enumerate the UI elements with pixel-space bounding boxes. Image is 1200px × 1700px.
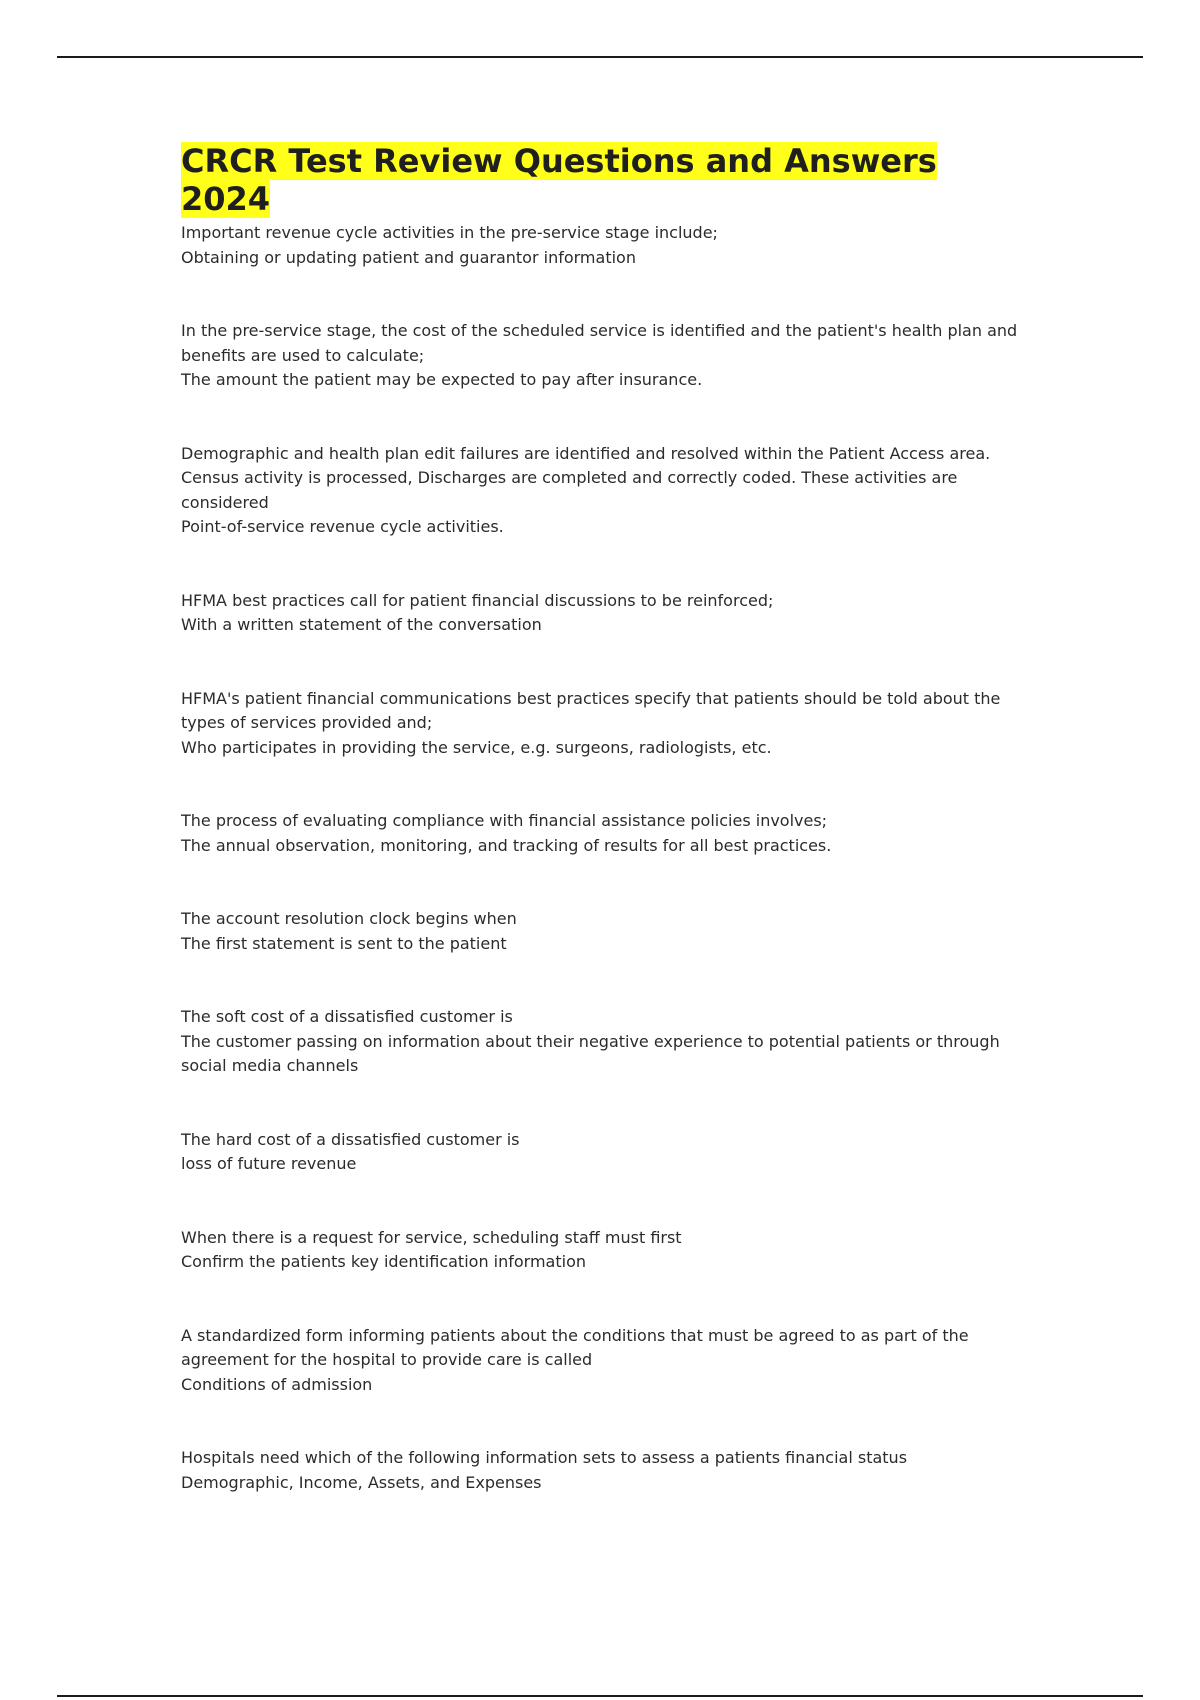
qa-item	[181, 907, 1031, 956]
question-text: When there is a request for service, scheduling staff must first	[181, 1227, 682, 1247]
question-text: Hospitals need which of the following information sets to assess a patients financial status	[181, 1448, 908, 1467]
question-text: Important revenue cycle activities in the pre-service stage include;	[181, 223, 718, 242]
question-text: A standardized form informing patients about the conditions that must be agreed to as part of the agreement for the hospital to provide care is called	[181, 1325, 969, 1369]
top-rule	[57, 56, 1143, 58]
qa-item	[181, 809, 1031, 858]
answer-text: Conditions of admission	[181, 1374, 373, 1394]
question-text: The account resolution clock begins when	[181, 909, 517, 928]
qa-item	[181, 442, 1031, 540]
qa-item	[181, 1226, 1031, 1275]
answer-text: The annual observation, monitoring, and tracking of results for all best practices.	[181, 835, 832, 855]
qa-list	[181, 221, 1031, 1495]
bottom-rule	[57, 1695, 1143, 1697]
qa-item	[181, 1005, 1031, 1079]
question-text: HFMA best practices call for patient financial discussions to be reinforced;	[181, 590, 774, 610]
title-line-2: 2024	[181, 180, 271, 218]
answer-text: The customer passing on information about their negative experience to potential patients or through social media channels	[181, 1031, 1000, 1075]
answer-text: Point-of-service revenue cycle activities.	[181, 517, 504, 536]
question-text: Demographic and health plan edit failures are identified and resolved within the Patient Access area. Census activity is processed, Discharges are completed and correctly coded. These activities are considered	[181, 443, 991, 512]
answer-text: Who participates in providing the service, e.g. surgeons, radiologists, etc.	[181, 737, 772, 757]
answer-text: loss of future revenue	[181, 1154, 357, 1173]
answer-text: Demographic, Income, Assets, and Expenses	[181, 1472, 542, 1492]
document-body	[181, 142, 1031, 1544]
question-text: The process of evaluating compliance with financial assistance policies involves;	[181, 811, 828, 830]
question-text: The hard cost of a dissatisfied customer is	[181, 1129, 520, 1149]
answer-text: Obtaining or updating patient and guarantor information	[181, 247, 636, 267]
answer-text: With a written statement of the conversation	[181, 615, 542, 634]
question-text: In the pre-service stage, the cost of the scheduled service is identified and the patient's health plan and benefits are used to calculate;	[181, 321, 1018, 365]
qa-item	[181, 589, 1031, 638]
qa-item	[181, 1324, 1031, 1398]
answer-text: The amount the patient may be expected to pay after insurance.	[181, 370, 703, 389]
document-title	[181, 142, 1031, 218]
title-line-1: CRCR Test Review Questions and Answers	[181, 142, 937, 180]
qa-item	[181, 221, 1031, 270]
answer-text: The first statement is sent to the patient	[181, 933, 507, 953]
question-text: The soft cost of a dissatisfied customer is	[181, 1007, 513, 1026]
qa-item	[181, 1446, 1031, 1495]
qa-item	[181, 319, 1031, 393]
qa-item	[181, 687, 1031, 761]
answer-text: Confirm the patients key identification information	[181, 1252, 587, 1271]
qa-item	[181, 1128, 1031, 1177]
question-text: HFMA's patient financial communications best practices specify that patients should be told about the types of services provided and;	[181, 688, 1001, 732]
